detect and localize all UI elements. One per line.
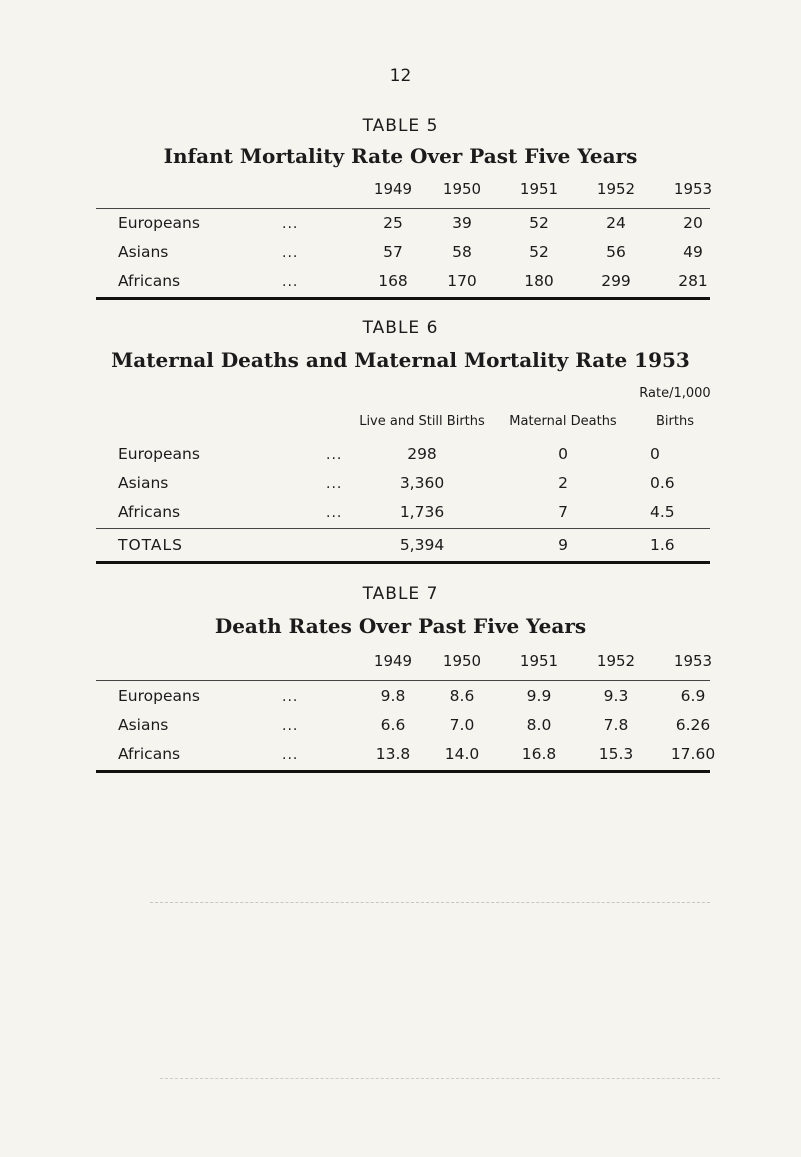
row-label: Europeans bbox=[118, 214, 200, 232]
table-cell: 7 bbox=[558, 503, 568, 521]
leader-dots: ... bbox=[326, 476, 343, 492]
rate-column-header-units: Births bbox=[656, 414, 694, 429]
year-header: 1953 bbox=[673, 180, 713, 198]
table-cell: 4.5 bbox=[650, 503, 675, 521]
table-cell: 58 bbox=[452, 243, 472, 261]
rate-column-header: Rate/1,000 bbox=[639, 386, 711, 401]
bleed-through-line bbox=[160, 1078, 720, 1080]
year-header: 1953 bbox=[673, 652, 713, 670]
table-cell: 1,736 bbox=[399, 503, 445, 521]
row-label: Europeans bbox=[118, 687, 200, 705]
table7-label: TABLE 7 bbox=[362, 584, 439, 604]
leader-dots: ... bbox=[282, 274, 299, 290]
table-cell: 6.6 bbox=[380, 716, 406, 734]
row-label: Asians bbox=[118, 716, 169, 734]
year-header: 1950 bbox=[442, 180, 482, 198]
year-header: 1952 bbox=[596, 180, 636, 198]
leader-dots: ... bbox=[282, 245, 299, 261]
table-cell: 17.60 bbox=[670, 745, 716, 763]
leader-dots: ... bbox=[282, 718, 299, 734]
table-cell: 20 bbox=[683, 214, 703, 232]
table-cell: 8.6 bbox=[449, 687, 475, 705]
table-cell: 24 bbox=[606, 214, 626, 232]
table-cell: 0.6 bbox=[650, 474, 675, 492]
table-cell: 0 bbox=[558, 445, 568, 463]
row-label: Africans bbox=[118, 745, 181, 763]
table5-header-rule bbox=[96, 208, 710, 209]
table-cell: 49 bbox=[683, 243, 703, 261]
table7-bottom-rule bbox=[96, 770, 710, 773]
table-cell: 2 bbox=[558, 474, 568, 492]
page-number: 12 bbox=[389, 66, 412, 86]
table7-header-rule bbox=[96, 680, 710, 681]
table-cell: 281 bbox=[678, 272, 708, 290]
year-header: 1949 bbox=[373, 180, 413, 198]
totals-label: TOTALS bbox=[118, 536, 184, 554]
table-cell: 25 bbox=[383, 214, 403, 232]
table-cell: 7.8 bbox=[603, 716, 629, 734]
table-cell: 170 bbox=[447, 272, 477, 290]
table-cell: 7.0 bbox=[449, 716, 475, 734]
year-header: 1951 bbox=[519, 180, 559, 198]
table6-bottom-rule bbox=[96, 561, 710, 564]
table-cell: 168 bbox=[378, 272, 408, 290]
table7-title: Death Rates Over Past Five Years bbox=[214, 614, 587, 638]
table-cell: 8.0 bbox=[526, 716, 552, 734]
table-cell: 16.8 bbox=[521, 745, 557, 763]
table-cell: 299 bbox=[601, 272, 631, 290]
deaths-column-header: Maternal Deaths bbox=[509, 414, 617, 429]
table6-label: TABLE 6 bbox=[362, 318, 439, 338]
table-cell: 15.3 bbox=[598, 745, 634, 763]
table6-totals-rule bbox=[96, 528, 710, 529]
row-label: Asians bbox=[118, 243, 169, 261]
table-cell: 6.9 bbox=[680, 687, 706, 705]
births-column-header: Live and Still Births bbox=[359, 414, 485, 429]
row-label: Asians bbox=[118, 474, 169, 492]
table-cell: 52 bbox=[529, 243, 549, 261]
table-cell: 39 bbox=[452, 214, 472, 232]
leader-dots: ... bbox=[326, 505, 343, 521]
leader-dots: ... bbox=[282, 689, 299, 705]
table-cell: 0 bbox=[650, 445, 660, 463]
row-label: Africans bbox=[118, 503, 181, 521]
row-label: Africans bbox=[118, 272, 181, 290]
table5-label: TABLE 5 bbox=[362, 116, 439, 136]
table-cell: 13.8 bbox=[375, 745, 411, 763]
leader-dots: ... bbox=[282, 747, 299, 763]
table-cell: 180 bbox=[524, 272, 554, 290]
table-cell: 14.0 bbox=[444, 745, 480, 763]
year-header: 1950 bbox=[442, 652, 482, 670]
year-header: 1949 bbox=[373, 652, 413, 670]
table-cell: 52 bbox=[529, 214, 549, 232]
table-cell: 298 bbox=[407, 445, 437, 463]
row-label: Europeans bbox=[118, 445, 200, 463]
table5-bottom-rule bbox=[96, 297, 710, 300]
leader-dots: ... bbox=[326, 447, 343, 463]
table-cell: 3,360 bbox=[399, 474, 445, 492]
table-cell: 56 bbox=[606, 243, 626, 261]
table-cell: 6.26 bbox=[675, 716, 711, 734]
year-header: 1952 bbox=[596, 652, 636, 670]
table-cell: 57 bbox=[383, 243, 403, 261]
bleed-through-line bbox=[150, 902, 710, 904]
leader-dots: ... bbox=[282, 216, 299, 232]
table-cell: 5,394 bbox=[399, 536, 445, 554]
table6-title: Maternal Deaths and Maternal Mortality Rate 1953 bbox=[111, 348, 690, 372]
year-header: 1951 bbox=[519, 652, 559, 670]
table-cell: 9 bbox=[558, 536, 568, 554]
table-cell: 9.9 bbox=[526, 687, 552, 705]
table5-title: Infant Mortality Rate Over Past Five Years bbox=[163, 144, 638, 168]
table-cell: 9.3 bbox=[603, 687, 629, 705]
table-cell: 1.6 bbox=[650, 536, 675, 554]
table-cell: 9.8 bbox=[380, 687, 406, 705]
